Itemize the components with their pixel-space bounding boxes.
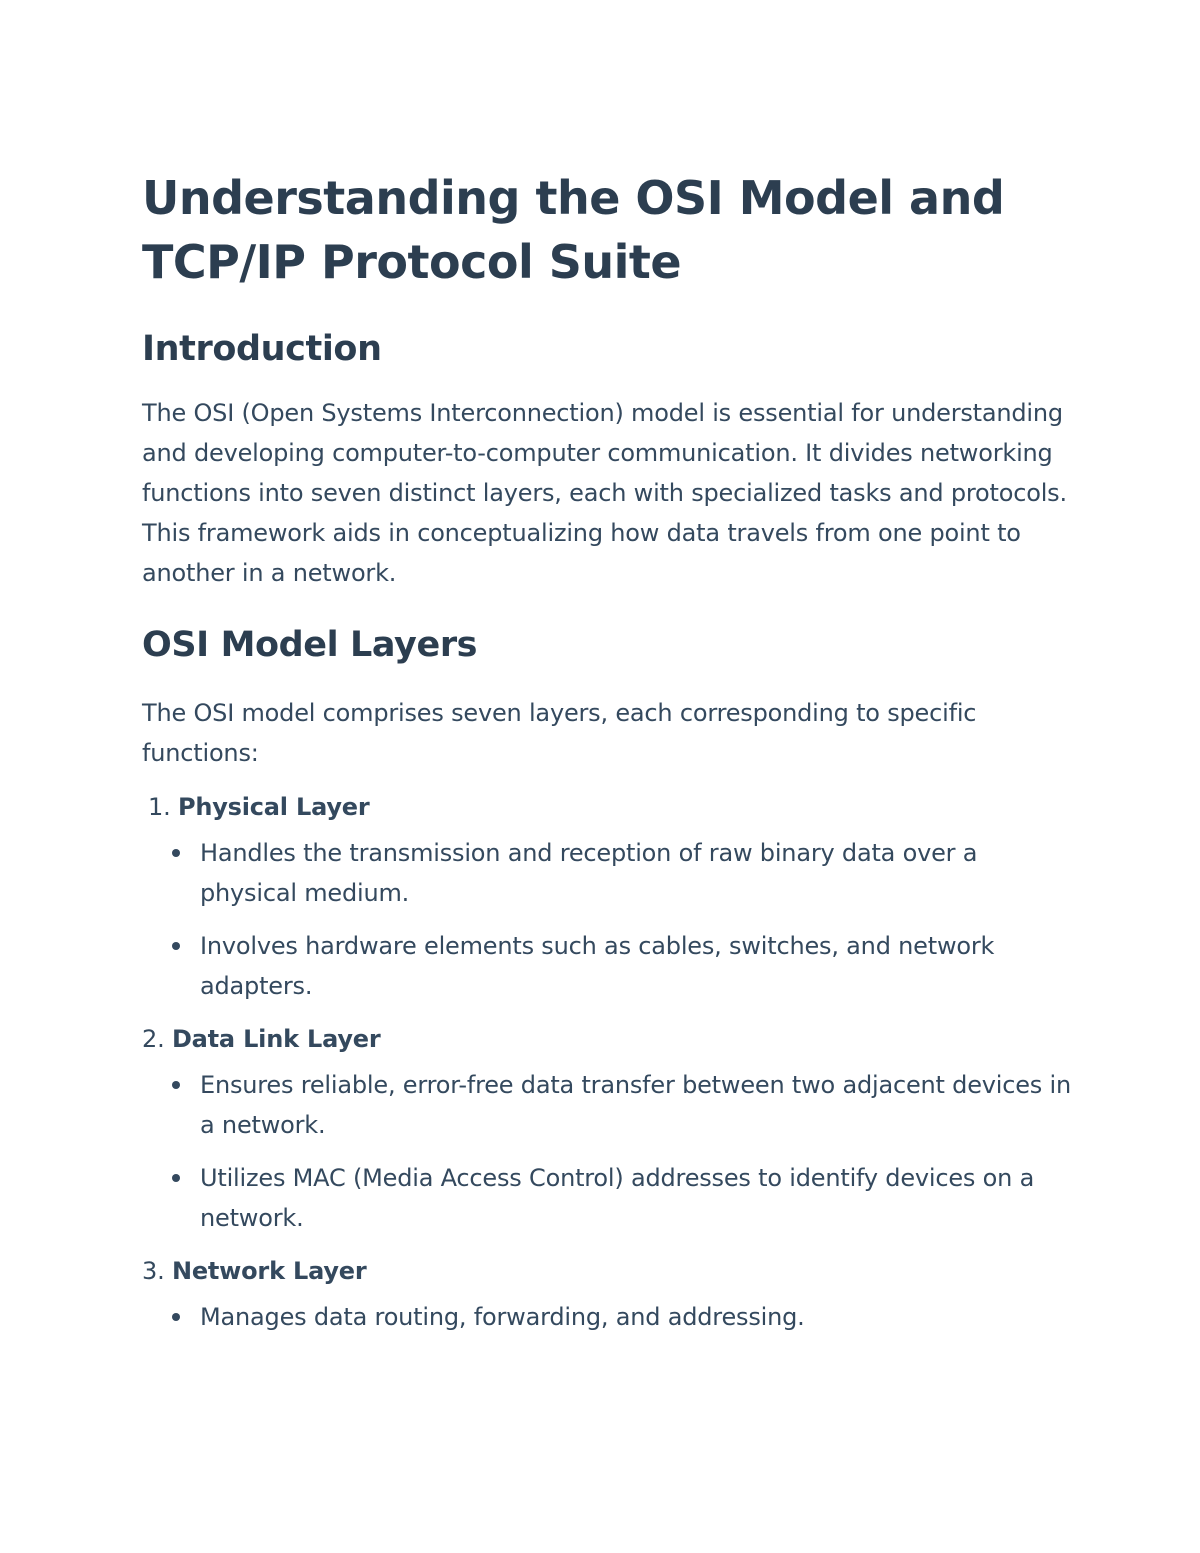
bullet-text: Utilizes MAC (Media Access Control) addresses to identify devices on a network. [200, 1164, 1035, 1232]
list-item [142, 833, 1072, 913]
bullet-dot-icon [172, 1174, 180, 1182]
bullet-dot-icon [172, 942, 180, 950]
layer-number: 2. [142, 1025, 165, 1053]
layer-title [142, 1251, 1072, 1291]
layer-item-network [142, 1251, 1072, 1337]
osi-layers-heading: OSI Model Layers [142, 625, 478, 665]
layer-number: 3. [142, 1257, 165, 1285]
osi-layers-paragraph: The OSI model comprises seven layers, each corresponding to specific functions: [142, 699, 977, 767]
document-title: Understanding the OSI Model and TCP/IP Protocol Suite [142, 171, 1005, 289]
layer-bullets [142, 1065, 1072, 1238]
bullet-text: Handles the transmission and reception of raw binary data over a physical medium. [200, 839, 978, 907]
bullet-dot-icon [172, 1313, 180, 1321]
introduction-paragraph: The OSI (Open Systems Interconnection) model is essential for understanding and developing computer-to-computer communication. It divides networking functions into seven distinct layers, each with specialized tasks and protocols. This framework aids in conceptualizing how data travels from one point to another in a network. [142, 399, 1067, 587]
bullet-text: Involves hardware elements such as cables, switches, and network adapters. [200, 932, 995, 1000]
layer-name: Network Layer [171, 1257, 367, 1285]
layer-bullets [142, 1297, 1072, 1337]
list-item [142, 1158, 1072, 1238]
layer-title [142, 787, 1072, 827]
list-item [142, 926, 1072, 1006]
layer-name: Data Link Layer [171, 1025, 381, 1053]
bullet-dot-icon [172, 1081, 180, 1089]
list-item [142, 1065, 1072, 1145]
bullet-text: Ensures reliable, error-free data transfer between two adjacent devices in a network. [200, 1071, 1072, 1139]
bullet-dot-icon [172, 849, 180, 857]
layer-number: 1. [148, 793, 171, 821]
layer-title [142, 1019, 1072, 1059]
layer-item-data-link [142, 1019, 1072, 1238]
layer-list [142, 787, 1072, 1337]
layer-bullets [142, 833, 1072, 1006]
layer-item-physical [142, 787, 1072, 1006]
bullet-text: Manages data routing, forwarding, and addressing. [200, 1303, 805, 1331]
list-item [142, 1297, 1072, 1337]
document-page [142, 166, 1072, 1350]
introduction-heading: Introduction [142, 329, 382, 369]
layer-name: Physical Layer [177, 793, 370, 821]
